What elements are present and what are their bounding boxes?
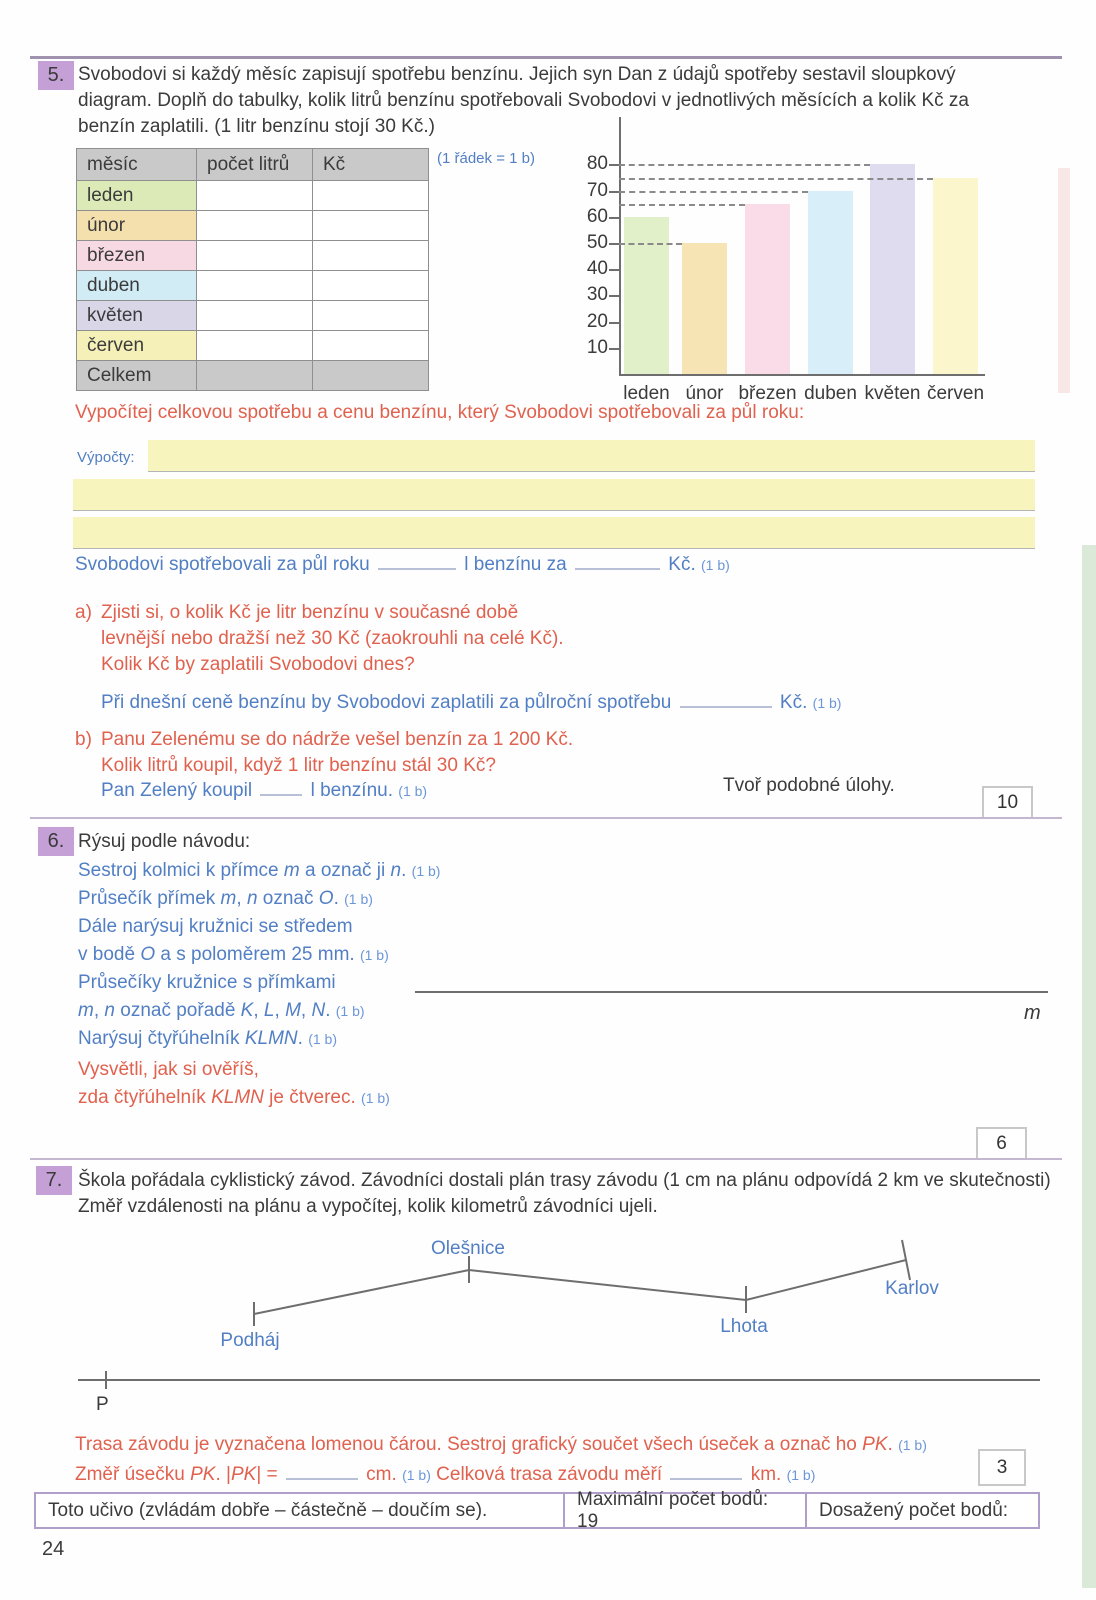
text-segment: Celková trasa závodu měří bbox=[430, 1464, 668, 1485]
points-tag: (1 b) bbox=[402, 1467, 431, 1483]
task7-line2: Změř vzdálenosti na plánu a vypočítej, kolik kilometrů závodníci ujeli. bbox=[78, 1196, 658, 1217]
task6-step-5 bbox=[78, 970, 336, 996]
text-segment: l benzínu za bbox=[458, 554, 572, 575]
sum-line-P-label: P bbox=[96, 1394, 109, 1415]
text-segment: , bbox=[236, 888, 247, 909]
calc-label: Výpočty: bbox=[77, 449, 135, 466]
xlabel-květen: květen bbox=[864, 383, 921, 404]
text-segment: označ pořadě bbox=[114, 1000, 241, 1021]
points-tag: (1 b) bbox=[398, 783, 428, 799]
points-tag: (1 b) bbox=[786, 1467, 816, 1483]
task5-number-badge: 5. bbox=[38, 61, 74, 90]
text-segment: a označ ji bbox=[299, 860, 391, 881]
text-segment: . | bbox=[215, 1464, 231, 1485]
ytick-60 bbox=[609, 217, 620, 219]
text-segment: Průsečík přímek bbox=[78, 888, 221, 909]
text-segment: Dále narýsuj kružnici se středem bbox=[78, 916, 353, 937]
total-kc-cell[interactable] bbox=[313, 361, 429, 391]
points-tag: (1 b) bbox=[308, 1031, 337, 1047]
text-segment: M bbox=[285, 1000, 301, 1021]
fuel-bar-chart bbox=[560, 105, 1030, 410]
text-segment: je čtverec. bbox=[263, 1087, 362, 1108]
chart-x-axis bbox=[619, 374, 985, 376]
result-fill-line bbox=[75, 552, 730, 578]
bar-březen bbox=[745, 204, 790, 374]
task5a-line2: levnější nebo dražší než 30 Kč (zaokrouhli na celé Kč). bbox=[101, 628, 564, 649]
text-segment: . bbox=[401, 860, 412, 881]
text-segment: K bbox=[240, 1000, 254, 1021]
footer-self-assessment: Toto učivo (zvládám dobře – částečně – doučím se). bbox=[34, 1492, 565, 1529]
text-segment: a s poloměrem 25 mm. bbox=[155, 944, 360, 965]
fill-blank[interactable] bbox=[670, 1464, 742, 1480]
ytick-label-60: 60 bbox=[586, 205, 608, 227]
task7-number-badge: 7. bbox=[36, 1166, 72, 1195]
liters-cell-květen[interactable] bbox=[197, 301, 313, 331]
task7-instruction2 bbox=[75, 1462, 815, 1488]
total-liters-cell[interactable] bbox=[197, 361, 313, 391]
task6-step-4 bbox=[78, 942, 389, 968]
text-segment: KLMN bbox=[211, 1087, 264, 1108]
task7-line1: Škola pořádala cyklistický závod. Závodníci dostali plán trasy závodu (1 cm na plánu odpovídá 2 km ve skutečnosti) bbox=[78, 1170, 1051, 1191]
task6-step-7 bbox=[78, 1026, 337, 1052]
ytick-label-20: 20 bbox=[586, 310, 608, 332]
table-row bbox=[77, 331, 429, 361]
text-segment: n bbox=[390, 860, 402, 881]
answer-line-1[interactable] bbox=[148, 440, 1035, 472]
section-divider-2 bbox=[30, 1158, 1062, 1160]
top-divider bbox=[30, 56, 1062, 59]
task6-title: Rýsuj podle návodu: bbox=[78, 831, 251, 852]
task5-instructions: Svobodovi si každý měsíc zapisují spotřebu benzínu. Jejich syn Dan z údajů spotřeby sestavil sloupkový diagram. Doplň do tabulky, kolik litrů benzínu spotřebovali Svobodovi v jednotlivých měsících a kolik Kč za benzín zaplatili. (1 litr benzínu stojí 30 Kč.) bbox=[78, 64, 969, 137]
month-cell-květen: květen bbox=[77, 301, 197, 331]
side-note-create-tasks: Tvoř podobné úlohy. bbox=[723, 775, 895, 796]
table-row bbox=[77, 181, 429, 211]
task6-number-badge: 6. bbox=[38, 827, 74, 856]
text-segment: m bbox=[283, 860, 300, 881]
table-row bbox=[77, 271, 429, 301]
text-segment: , bbox=[300, 1000, 312, 1021]
text-segment: O bbox=[318, 888, 334, 909]
text-segment: n bbox=[246, 888, 258, 909]
text-segment: v bodě bbox=[78, 944, 141, 965]
text-segment: Pan Zelený koupil bbox=[101, 780, 258, 801]
task5b-line2: Kolik litrů koupil, když 1 litr benzínu stál 30 Kč? bbox=[101, 755, 496, 776]
page-number: 24 bbox=[42, 1538, 65, 1560]
liters-cell-leden[interactable] bbox=[197, 181, 313, 211]
xlabel-červen: červen bbox=[926, 383, 985, 404]
text-segment: km. bbox=[745, 1464, 787, 1485]
kc-cell-červen[interactable] bbox=[313, 331, 429, 361]
fill-blank[interactable] bbox=[260, 780, 302, 796]
month-cell-červen: červen bbox=[77, 331, 197, 361]
bar-červen bbox=[933, 178, 978, 375]
liters-cell-únor[interactable] bbox=[197, 211, 313, 241]
section-divider-1 bbox=[30, 817, 1062, 819]
row-points-note: (1 řádek = 1 b) bbox=[437, 150, 535, 167]
sum-line-P-tick bbox=[105, 1371, 107, 1389]
table-header-měsíc: měsíc bbox=[77, 149, 197, 181]
footer-score-bar bbox=[34, 1488, 1040, 1532]
calc-instruction: Vypočítej celkovou spotřebu a cenu benzínu, který Svobodovi spotřebovali za půl roku: bbox=[75, 402, 805, 423]
month-cell-duben: duben bbox=[77, 271, 197, 301]
points-tag: (1 b) bbox=[344, 891, 373, 907]
text-segment: n bbox=[104, 1000, 115, 1021]
text-segment: Vysvětli, jak si ověříš, bbox=[78, 1059, 259, 1080]
points-tag: (1 b) bbox=[361, 1090, 390, 1106]
liters-cell-červen[interactable] bbox=[197, 331, 313, 361]
ytick-label-70: 70 bbox=[586, 179, 608, 201]
text-segment: . bbox=[887, 1434, 899, 1455]
guide-80 bbox=[619, 164, 870, 166]
kc-cell-květen[interactable] bbox=[313, 301, 429, 331]
bar-únor bbox=[682, 243, 727, 374]
xlabel-leden: leden bbox=[623, 383, 670, 404]
text-segment: PK bbox=[862, 1434, 888, 1455]
text-segment: Sestroj kolmici k přímce bbox=[78, 860, 284, 881]
text-segment: Průsečíky kružnice s přímkami bbox=[78, 972, 336, 993]
bar-květen bbox=[870, 164, 915, 374]
text-segment: PK bbox=[230, 1464, 257, 1485]
guide-50 bbox=[619, 243, 682, 245]
table-total-row bbox=[77, 361, 429, 391]
task5b-label: b) bbox=[75, 729, 92, 750]
text-segment: Při dnešní ceně benzínu by Svobodovi zaplatili za půlroční spotřebu bbox=[101, 692, 677, 713]
answer-line-3[interactable] bbox=[73, 517, 1035, 549]
kc-cell-duben[interactable] bbox=[313, 271, 429, 301]
guide-75 bbox=[619, 178, 933, 180]
ytick-30 bbox=[609, 295, 620, 297]
table-header-Kč: Kč bbox=[313, 149, 429, 181]
scan-smudge bbox=[1058, 168, 1070, 393]
liters-cell-duben[interactable] bbox=[197, 271, 313, 301]
task5b-line1: Panu Zelenému se do nádrže vešel benzín za 1 200 Kč. bbox=[101, 729, 574, 750]
map-label-karlov: Karlov bbox=[885, 1278, 939, 1299]
bar-duben bbox=[808, 191, 853, 374]
ytick-20 bbox=[609, 322, 620, 324]
text-segment: l benzínu. bbox=[305, 780, 399, 801]
map-label-olesnice: Olešnice bbox=[431, 1238, 505, 1259]
kc-cell-únor[interactable] bbox=[313, 211, 429, 241]
ytick-label-80: 80 bbox=[586, 153, 608, 175]
points-tag: (1 b) bbox=[359, 947, 389, 963]
task6-step-1 bbox=[78, 858, 440, 884]
task7-instruction1 bbox=[75, 1432, 927, 1458]
footer-achieved-points[interactable]: Dosažený počet bodů: bbox=[805, 1492, 1040, 1529]
text-segment: , bbox=[274, 1000, 286, 1021]
text-segment: cm. bbox=[360, 1464, 403, 1485]
text-segment: Změř úsečku bbox=[75, 1464, 191, 1485]
table-row bbox=[77, 211, 429, 241]
fill-blank[interactable] bbox=[378, 554, 456, 570]
task6-step-3 bbox=[78, 914, 353, 940]
task6-step-2 bbox=[78, 886, 373, 912]
month-cell-březen: březen bbox=[77, 241, 197, 271]
footer-max-points: Maximální počet bodů: 19 bbox=[563, 1492, 807, 1529]
text-segment: m bbox=[220, 888, 237, 909]
liters-cell-březen[interactable] bbox=[197, 241, 313, 271]
text-segment: Narýsuj čtyřúhelník bbox=[78, 1028, 245, 1049]
table-header-počet litrů: počet litrů bbox=[197, 149, 313, 181]
task6-verify-line1 bbox=[78, 1057, 259, 1083]
ytick-label-50: 50 bbox=[586, 232, 608, 253]
line-m bbox=[415, 991, 1048, 993]
kc-cell-březen[interactable] bbox=[313, 241, 429, 271]
task5b-answer-line bbox=[101, 778, 427, 804]
text-segment: Kč. bbox=[663, 554, 702, 575]
text-segment: m bbox=[78, 1000, 94, 1021]
guide-70 bbox=[619, 191, 808, 193]
fuel-consumption-table bbox=[76, 148, 429, 391]
ytick-label-10: 10 bbox=[586, 336, 608, 358]
line-m-label: m bbox=[1024, 1002, 1041, 1024]
text-segment: . bbox=[297, 1028, 309, 1049]
table-row bbox=[77, 301, 429, 331]
text-segment: N bbox=[311, 1000, 326, 1021]
points-tag: (1 b) bbox=[898, 1437, 927, 1453]
fill-blank[interactable] bbox=[286, 1464, 358, 1480]
text-segment: L bbox=[263, 1000, 275, 1021]
text-segment: , bbox=[253, 1000, 264, 1021]
ytick-10 bbox=[609, 348, 620, 350]
task6-score-box[interactable]: 6 bbox=[976, 1127, 1027, 1160]
text-segment: Trasa závodu je vyznačena lomenou čárou. Sestroj grafický součet všech úseček a označ ho bbox=[75, 1434, 863, 1455]
guide-65 bbox=[619, 204, 745, 206]
text-segment: Kč. bbox=[774, 692, 813, 713]
task5a-label: a) bbox=[75, 602, 92, 623]
text-segment: zda čtyřúhelník bbox=[78, 1087, 212, 1108]
text-segment: | = bbox=[256, 1464, 283, 1485]
answer-line-2[interactable] bbox=[73, 479, 1035, 511]
total-label-cell: Celkem bbox=[77, 361, 197, 391]
text-segment: . bbox=[325, 1000, 336, 1021]
text-segment: označ bbox=[257, 888, 319, 909]
xlabel-březen: březen bbox=[738, 383, 797, 404]
task6-step-6 bbox=[78, 998, 365, 1024]
text-segment: Svobodovi spotřebovali za půl roku bbox=[75, 554, 375, 575]
points-tag: (1 b) bbox=[335, 1003, 365, 1019]
text-segment: . bbox=[333, 888, 345, 909]
ytick-label-30: 30 bbox=[586, 284, 608, 306]
task5a-answer-line bbox=[101, 690, 841, 716]
month-cell-únor: únor bbox=[77, 211, 197, 241]
ytick-40 bbox=[609, 269, 620, 271]
fill-blank[interactable] bbox=[680, 692, 772, 708]
xlabel-duben: duben bbox=[804, 383, 857, 404]
task5-score-box[interactable]: 10 bbox=[982, 786, 1033, 819]
xlabel-únor: únor bbox=[685, 383, 724, 404]
chart-y-axis bbox=[619, 117, 621, 374]
text-segment: KLMN bbox=[244, 1028, 298, 1049]
text-segment: , bbox=[93, 1000, 105, 1021]
kc-cell-leden[interactable] bbox=[313, 181, 429, 211]
fill-blank[interactable] bbox=[575, 554, 660, 570]
text-segment: O bbox=[140, 944, 156, 965]
month-cell-leden: leden bbox=[77, 181, 197, 211]
task5a-line1: Zjisti si, o kolik Kč je litr benzínu v současné době bbox=[101, 602, 519, 623]
map-label-lhota: Lhota bbox=[720, 1316, 768, 1337]
ytick-label-40: 40 bbox=[586, 258, 608, 280]
table-row bbox=[77, 241, 429, 271]
points-tag: (1 b) bbox=[411, 863, 441, 879]
task6-verify-line2 bbox=[78, 1085, 390, 1111]
sum-line-P bbox=[78, 1379, 1040, 1381]
points-tag: (1 b) bbox=[812, 695, 842, 711]
bar-leden bbox=[624, 217, 669, 374]
task5a-line3: Kolik Kč by zaplatili Svobodovi dnes? bbox=[101, 654, 415, 675]
text-segment: PK bbox=[190, 1464, 216, 1485]
points-tag: (1 b) bbox=[701, 557, 730, 573]
page-edge-strip bbox=[1082, 545, 1096, 1588]
task7-score-box[interactable]: 3 bbox=[978, 1449, 1026, 1486]
map-label-podhaj: Podháj bbox=[220, 1330, 280, 1351]
